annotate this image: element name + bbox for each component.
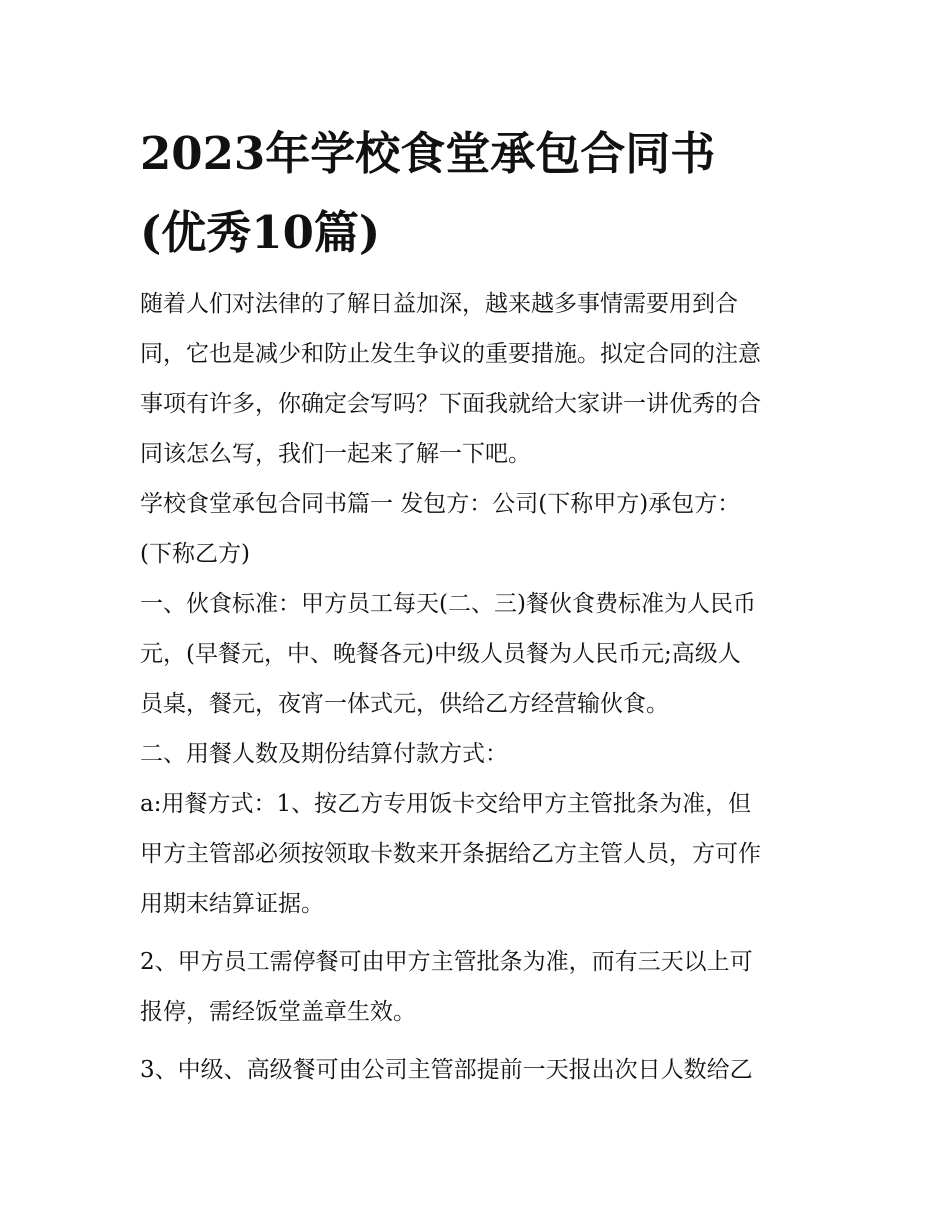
body-line: 甲方主管部必须按领取卡数来开条据给乙方主管人员，方可作 [140, 841, 761, 867]
body-line: (下称乙方) [140, 541, 250, 567]
body-line: 2、甲方员工需停餐可由甲方主管批条为准，而有三天以上可 [140, 949, 753, 975]
paragraph-gap [140, 1037, 820, 1045]
title-line-1: 2023年学校食堂承包合同书 [140, 127, 716, 180]
body-line: 同该怎么写，我们一起来了解一下吧。 [140, 441, 531, 467]
body-line: 事项有许多，你确定会写吗？下面我就给大家讲一讲优秀的合 [140, 391, 761, 417]
body-line: 员桌，餐元，夜宵一体式元，供给乙方经营输伙食。 [140, 691, 669, 717]
body-line: 3、中级、高级餐可由公司主管部提前一天报出次日人数给乙 [140, 1057, 753, 1083]
body-line: 报停，需经饭堂盖章生效。 [140, 999, 416, 1025]
body-line: 随着人们对法律的了解日益加深，越来越多事情需要用到合 [140, 291, 738, 317]
body-line: 用期末结算证据。 [140, 891, 324, 917]
document-body [140, 279, 820, 1095]
body-line: 学校食堂承包合同书篇一 发包方：公司(下称甲方)承包方： [140, 491, 741, 517]
body-line: 二、用餐人数及期份结算付款方式： [140, 741, 508, 767]
body-line: a:用餐方式：1、按乙方专用饭卡交给甲方主管批条为准，但 [140, 791, 752, 817]
body-line: 元，(早餐元，中、晚餐各元)中级人员餐为人民币元;高级人 [140, 641, 741, 667]
body-line: 一、伙食标准：甲方员工每天(二、三)餐伙食费标准为人民币 [140, 591, 756, 617]
paragraph-gap [140, 929, 820, 937]
body-line: 同，它也是减少和防止发生争议的重要措施。拟定合同的注意 [140, 341, 761, 367]
document-title [140, 114, 840, 272]
title-line-2: (优秀10篇) [140, 206, 381, 259]
